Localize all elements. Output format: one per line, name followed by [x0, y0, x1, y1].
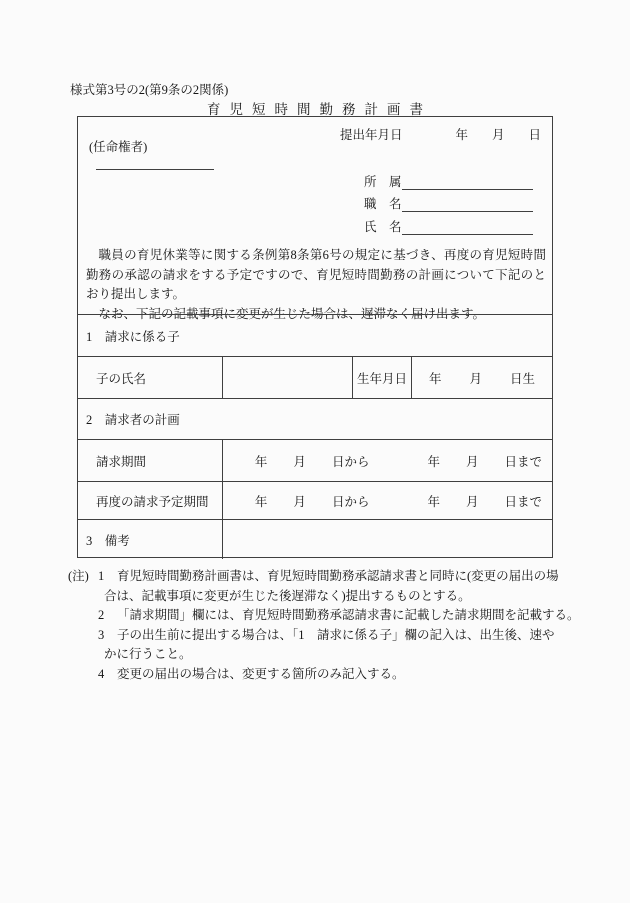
- note-2-text: 「請求期間」欄には、育児短時間勤務承認請求書に記載した請求期間を記載する。: [117, 608, 580, 622]
- request-period-label-cell: [78, 440, 223, 481]
- to-year-label: 年: [427, 494, 440, 509]
- note-item-2-line-1: [98, 606, 578, 626]
- from-day-label: 日から: [331, 494, 370, 509]
- notes-prefix-label: (注): [68, 569, 89, 583]
- birth-month-label: 月: [469, 371, 482, 386]
- field-name: [364, 217, 533, 235]
- note-item-1-line-2: [104, 587, 578, 607]
- re-request-period-from-group: [255, 492, 370, 510]
- child-name-label: 子の氏名: [96, 371, 147, 386]
- section-1-label: 1 請求に係る子: [86, 329, 180, 344]
- birth-date-label-cell: [353, 357, 412, 398]
- note-item-3-line-1: [98, 626, 578, 646]
- birth-day-label: 日生: [510, 371, 536, 386]
- note-item-4-line-1: [98, 665, 578, 685]
- document-title: 育児短時間勤務計画書: [207, 102, 432, 117]
- to-day-label: 日まで: [504, 494, 542, 509]
- note-3-number: 3: [98, 627, 105, 642]
- to-day-label: 日まで: [504, 454, 542, 469]
- re-request-period-label-cell: [78, 482, 223, 519]
- submission-date-year-label: 年: [455, 128, 469, 142]
- field-affiliation: [364, 172, 533, 190]
- to-month-label: 月: [465, 494, 479, 509]
- from-year-label: 年: [254, 454, 268, 469]
- appointer-signature-line: [96, 154, 214, 170]
- request-period-from-group: [255, 452, 370, 470]
- job-title-fill-line: [402, 196, 533, 212]
- affiliation-fill-line: [402, 174, 533, 190]
- appointer-label: (任命権者): [89, 140, 148, 154]
- note-4-number: 4: [98, 666, 105, 681]
- remarks-input-cell: [223, 520, 552, 559]
- child-name-label-cell: [78, 357, 223, 398]
- note-2-number: 2: [98, 608, 105, 622]
- submission-date-month-label: 月: [492, 128, 505, 142]
- name-label: 氏 名: [364, 220, 402, 234]
- affiliation-label: 所 属: [364, 175, 402, 189]
- request-period-row: [78, 439, 552, 481]
- body-paragraph-2: なお、下記の記載事項に変更が生じた場合は、遅滞なく届け出ます。: [98, 306, 486, 321]
- remarks-label: 3 備考: [86, 533, 130, 548]
- request-period-label: 請求期間: [96, 454, 147, 469]
- body-text: [86, 246, 546, 324]
- form-main-box: [77, 116, 553, 558]
- note-3-text: 子の出生前に提出する場合は、「1 請求に係る子」欄の記入は、出生後、速や: [117, 627, 555, 642]
- job-title-label: 職 名: [364, 197, 402, 211]
- note-1-text-cont: 合は、記載事項に変更が生じた後遅滞なく)提出するものとする。: [104, 588, 471, 603]
- child-info-row: [78, 356, 552, 398]
- birth-date-value-cell: [412, 357, 552, 398]
- request-period-value-cell: [223, 440, 552, 481]
- note-item-3-line-2: [104, 645, 578, 665]
- from-day-label: 日から: [331, 454, 370, 469]
- form-table: [78, 314, 552, 557]
- to-year-label: 年: [427, 454, 440, 469]
- from-month-label: 月: [293, 454, 306, 469]
- name-fill-line: [402, 219, 533, 235]
- section-2-header-row: [78, 398, 552, 439]
- note-4-text: 変更の届出の場合は、変更する箇所のみ記入する。: [117, 666, 405, 681]
- remarks-label-cell: [78, 520, 223, 559]
- section-1-header-row: [78, 314, 552, 356]
- from-month-label: 月: [293, 494, 306, 509]
- form-number: 様式第3号の2(第9条の2関係): [70, 83, 229, 97]
- section-2-label: 2 請求者の計画: [86, 413, 180, 427]
- submission-date-label: 提出年月日: [340, 128, 403, 142]
- re-request-period-value-cell: [223, 482, 552, 519]
- body-paragraph-1: 職員の育児休業等に関する条例第8条第6号の規定に基づき、再度の育児短時間勤務の承認の請求をする予定ですので、育児短時間勤務の計画について下記のとおり提出します。: [86, 248, 546, 301]
- birth-date-label: 生年月日: [356, 371, 407, 386]
- re-request-period-row: [78, 481, 552, 519]
- submission-date-day-label: 日: [528, 128, 542, 142]
- notes-section: [68, 567, 578, 684]
- note-1-number: 1: [98, 569, 105, 583]
- note-3-text-cont: かに行うこと。: [104, 647, 192, 661]
- to-month-label: 月: [465, 454, 479, 469]
- remarks-row: [78, 519, 552, 559]
- field-job-title: [364, 194, 533, 212]
- re-request-period-to-group: [427, 492, 542, 510]
- from-year-label: 年: [254, 494, 268, 509]
- note-1-text: 育児短時間勤務計画書は、育児短時間勤務承認請求書と同時に(変更の届出の場: [117, 569, 559, 583]
- request-period-to-group: [427, 452, 542, 470]
- birth-year-label: 年: [428, 371, 442, 386]
- submission-date-row: [340, 125, 541, 143]
- child-name-input-cell: [223, 357, 353, 398]
- note-item-1-line-1: [98, 567, 578, 587]
- re-request-period-label: 再度の請求予定期間: [96, 494, 209, 509]
